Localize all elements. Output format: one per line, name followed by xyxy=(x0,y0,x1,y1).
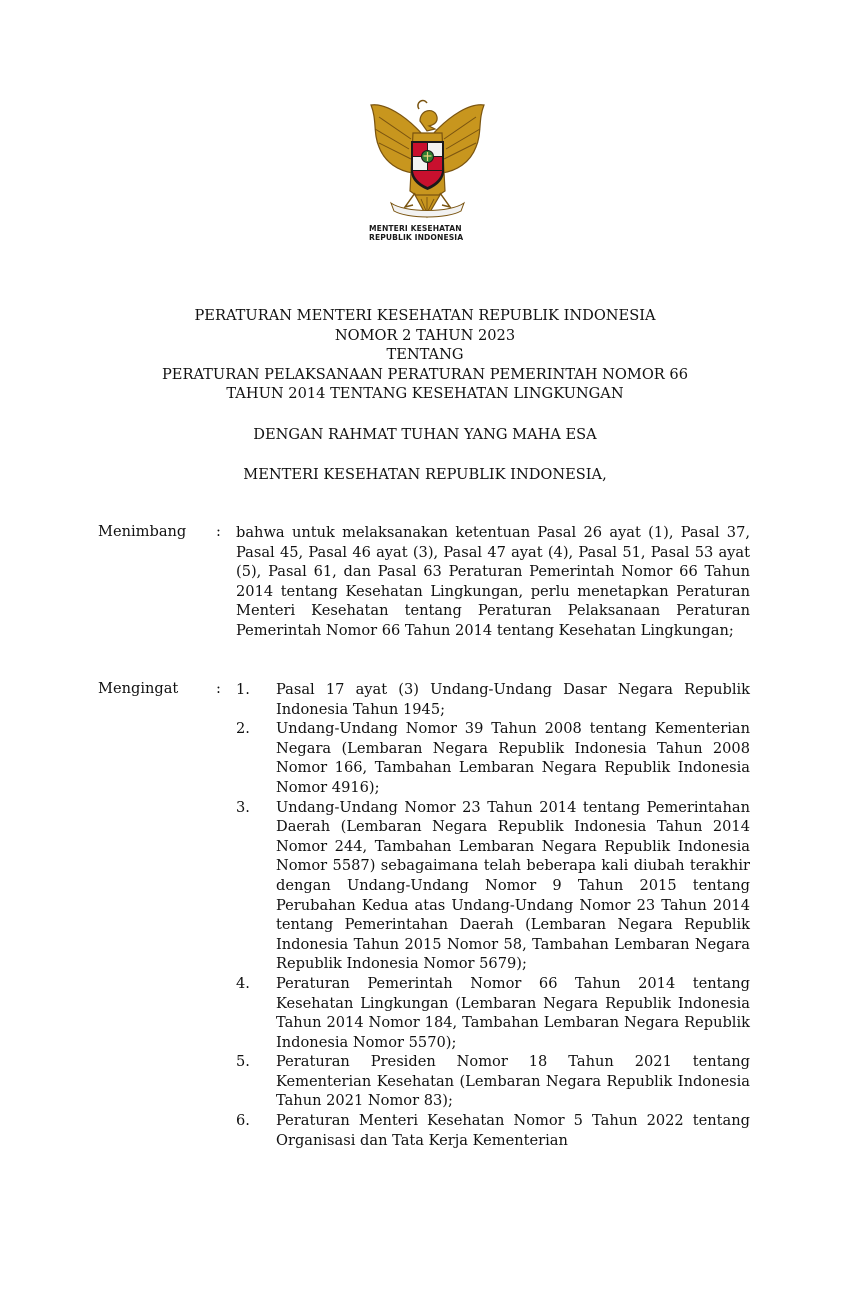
list-number: 1. xyxy=(236,681,250,698)
mengingat-item xyxy=(236,798,750,974)
emblem-caption xyxy=(365,224,494,242)
list-number: 4. xyxy=(236,974,250,992)
blessing-line: DENGAN RAHMAT TUHAN YANG MAHA ESA xyxy=(253,426,597,443)
garuda-pancasila-emblem-icon xyxy=(365,95,490,223)
title-line-5: TAHUN 2014 TENTANG KESEHATAN LINGKUNGAN xyxy=(226,385,624,403)
mengingat-list xyxy=(236,680,750,1150)
emblem xyxy=(365,95,490,245)
list-text: Pasal 17 ayat (3) Undang-Undang Dasar Negara Republik Indonesia Tahun 1945; xyxy=(276,681,750,718)
list-text: Peraturan Pemerintah Nomor 66 Tahun 2014 tentang Kesehatan Lingkungan (Lembaran Negara Republik Indonesia Tahun 2014 Nomor 184, Tambahan Lembaran Negara Republik Indonesia Nomor 5570); xyxy=(276,974,750,1051)
list-text: Undang-Undang Nomor 39 Tahun 2008 tentang Kementerian Negara (Lembaran Negara Republik Indonesia Tahun 2008 Nomor 166, Tambahan Lembaran Negara Republik Indonesia Nomor 4916); xyxy=(276,720,750,796)
document-title xyxy=(0,306,850,404)
mengingat-item xyxy=(236,1052,750,1111)
menimbang-label: Menimbang xyxy=(98,523,187,540)
mengingat-item xyxy=(236,974,750,1052)
list-text: Peraturan Presiden Nomor 18 Tahun 2021 tentang Kementerian Kesehatan (Lembaran Negara Republik Indonesia Tahun 2021 Nomor 83); xyxy=(276,1053,750,1110)
title-line-3: TENTANG xyxy=(386,346,464,364)
title-line-2: NOMOR 2 TAHUN 2023 xyxy=(334,326,516,344)
mengingat-colon: : xyxy=(216,680,221,697)
list-text: Peraturan Menteri Kesehatan Nomor 5 Tahun 2022 tentang Organisasi dan Tata Kerja Kementerian xyxy=(276,1112,750,1149)
mengingat-item xyxy=(236,680,750,719)
emblem-caption-line2: REPUBLIK INDONESIA xyxy=(369,233,464,242)
mengingat-item xyxy=(236,719,750,797)
issuer-line: MENTERI KESEHATAN REPUBLIK INDONESIA, xyxy=(243,466,607,483)
list-number: 3. xyxy=(236,798,250,816)
list-number: 2. xyxy=(236,720,250,738)
list-number: 6. xyxy=(236,1112,250,1130)
menimbang-text: bahwa untuk melaksanakan ketentuan Pasal 26 ayat (1), Pasal 37, Pasal 45, Pasal 46 ayat (3), Pasal 47 ayat (4), Pasal 51, Pasal 53 ayat (5), Pasal 61, dan Pasal 63 Peraturan Pemerintah Nomor 66 Tahun 2014 tentang Kesehatan Lingkungan, perlu menetapkan Peraturan Menteri Kesehatan tentang Peraturan Pelaksanaan Peraturan Pemerintah Nomor 66 Tahun 2014 tentang Kesehatan Lingkungan; xyxy=(236,524,750,639)
emblem-caption-line1: MENTERI KESEHATAN xyxy=(369,224,462,233)
list-text: Undang-Undang Nomor 23 Tahun 2014 tentang Pemerintahan Daerah (Lembaran Negara Republik Indonesia Tahun 2014 Nomor 244, Tambahan Lembaran Negara Republik Indonesia Nomor 5587) sebagaimana telah beberapa kali diubah terakhir dengan Undang-Undang Nomor 9 Tahun 2015 tentang Perubahan Kedua atas Undang-Undang Nomor 23 Tahun 2014 tentang Pemerintahan Daerah (Lembaran Negara Republik Indonesia Tahun 2015 Nomor 58, Tambahan Lembaran Negara Republik Indonesia Nomor 5679); xyxy=(276,798,750,973)
title-line-1: PERATURAN MENTERI KESEHATAN REPUBLIK INDONESIA xyxy=(194,307,656,324)
mengingat-label: Mengingat xyxy=(98,680,179,697)
title-line-4: PERATURAN PELAKSANAAN PERATURAN PEMERINTAH NOMOR 66 xyxy=(161,365,688,383)
list-number: 5. xyxy=(236,1053,250,1071)
mengingat-item xyxy=(236,1111,750,1150)
menimbang-colon: : xyxy=(216,523,221,540)
